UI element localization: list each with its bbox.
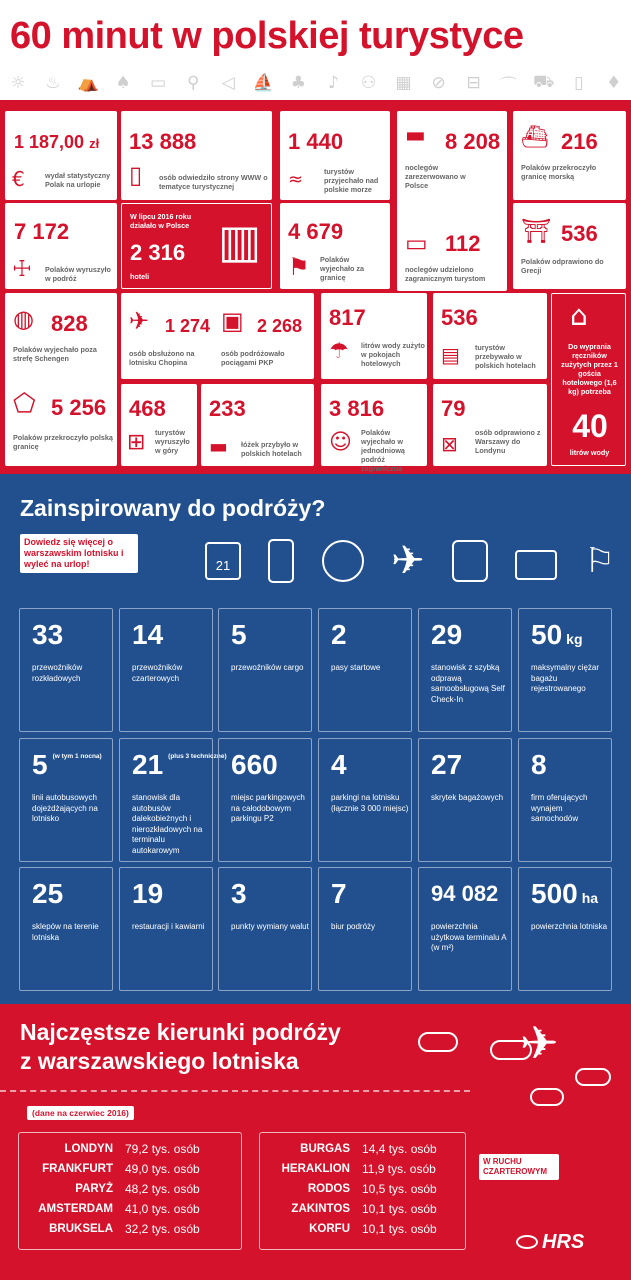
airport-stat-caption: firm oferujących wynajem samochodów bbox=[531, 793, 588, 823]
airport-stat-value bbox=[531, 619, 583, 655]
calendar-date: 21 bbox=[215, 557, 231, 573]
stat-note: (plus 3 techniczne) bbox=[168, 753, 227, 760]
stat-value: 8 208 bbox=[445, 129, 501, 154]
destination-row bbox=[260, 1219, 465, 1239]
person-icon: ☺ bbox=[329, 430, 352, 455]
stat-unit: zł bbox=[89, 136, 100, 151]
ice-cream-cart-icon: ⛟ bbox=[533, 72, 555, 92]
globe-icon: ◍ bbox=[13, 305, 34, 333]
airport-info-banner[interactable]: Dowiedz się więcej o warszawskim lotnisku i wyleć na urlop! bbox=[20, 534, 138, 573]
stat-value: 817 bbox=[329, 305, 366, 330]
destination-count: 41,0 tys. osób bbox=[125, 1202, 200, 1216]
airport-stat-value bbox=[32, 749, 102, 781]
regular-destinations-box bbox=[18, 1132, 242, 1250]
stat-tile-hotels bbox=[121, 203, 272, 289]
airport-stat-caption: powierzchnia lotniska bbox=[531, 922, 608, 931]
stat-caption: osób odwiedziło strony WWW o tematyce turystycznej bbox=[159, 173, 268, 191]
stat-caption: Polaków wyjechało w jednodniową podróż zagraniczną bbox=[361, 428, 405, 473]
stat-caption: noclegów udzielono zagranicznym turystom bbox=[405, 265, 486, 283]
stat-caption: hoteli bbox=[130, 272, 150, 281]
shower-icon: ☂ bbox=[329, 339, 349, 364]
double-bed-icon: ▬ bbox=[209, 434, 228, 458]
stat-number: 5 bbox=[32, 749, 48, 780]
destinations-section bbox=[0, 1004, 631, 1280]
section-heading: Zainspirowany do podróży? bbox=[20, 495, 326, 521]
stat-caption: wydał statystyczny Polak na urlopie bbox=[45, 171, 111, 189]
stat-caption: Polaków przekroczyło polską granicę bbox=[13, 433, 113, 451]
plane-icon: ✈ bbox=[129, 307, 150, 335]
airplane-icon: ✈ bbox=[390, 538, 425, 584]
stat-tile-towels bbox=[551, 293, 626, 466]
stat-value: 828 bbox=[51, 311, 88, 336]
palm-island-icon: ♣ bbox=[290, 73, 306, 93]
stat-number: 3 bbox=[231, 878, 247, 909]
smartphone-icon: ▯ bbox=[129, 161, 143, 189]
stat-value: 4 679 bbox=[288, 219, 344, 244]
stat-tile-seaside bbox=[280, 111, 390, 200]
airport-stat-value bbox=[331, 619, 347, 651]
destination-row bbox=[19, 1199, 241, 1219]
airport-stat-caption: punkty wymiany walut bbox=[231, 922, 309, 931]
flight-path-line bbox=[0, 1090, 470, 1092]
stat-caption: turystów przyjechało nad polskie morze bbox=[324, 167, 379, 194]
stat-value: 1 187,00 bbox=[14, 132, 85, 152]
stat-number: 7 bbox=[331, 878, 347, 909]
stat-caption: Polaków wyjechało poza strefę Schengen bbox=[13, 345, 97, 363]
destinations-heading bbox=[20, 1018, 341, 1076]
poland-map-icon: ⬠ bbox=[13, 389, 36, 419]
stat-value: 216 bbox=[561, 129, 598, 154]
stat-number: 500 bbox=[531, 878, 578, 909]
airport-stat-value bbox=[531, 878, 598, 914]
stat-note: (w tym 1 nocna) bbox=[52, 753, 102, 760]
stat-number: 19 bbox=[132, 878, 164, 909]
airport-stat-caption: stanowisk dla autobusów dalekobieżnych i nierozkładowych na terminalu autokarowym bbox=[132, 793, 203, 855]
stat-tile-abroad bbox=[280, 203, 390, 289]
page-title: 60 minut w polskiej turystyce bbox=[10, 15, 524, 57]
destination-count: 10,1 tys. osób bbox=[362, 1222, 437, 1236]
stat-value: 2 268 bbox=[257, 316, 303, 336]
stat-number: 50 bbox=[531, 619, 563, 650]
sailboat-icon: ⛵ bbox=[252, 73, 274, 93]
stat-number: 33 bbox=[32, 619, 64, 650]
airport-stat-value bbox=[431, 749, 462, 781]
stat-value: 2 316 bbox=[130, 240, 186, 265]
airport-stat-caption: parkingi na lotnisku (łącznie 3 000 miejsc) bbox=[331, 793, 409, 813]
regular-destinations-list bbox=[19, 1139, 241, 1239]
destination-count: 14,4 tys. osób bbox=[362, 1142, 437, 1156]
calendar-icon bbox=[205, 542, 241, 580]
hrs-logo-mark-icon bbox=[516, 1235, 538, 1249]
passenger-icon: ⚑ bbox=[288, 253, 310, 281]
stat-value: 1 274 bbox=[165, 316, 211, 336]
airport-stat-value bbox=[132, 878, 163, 910]
stat-caption: Polaków wyruszyło w podróż bbox=[45, 265, 111, 283]
uk-flag-icon: ⊠ bbox=[441, 432, 458, 456]
cable-car-icon: ⊟ bbox=[466, 73, 481, 93]
destination-city: AMSTERDAM bbox=[38, 1203, 113, 1215]
stat-unit: ha bbox=[581, 890, 599, 906]
stat-number: 94 082 bbox=[431, 881, 499, 906]
bicycle-icon: ⚲ bbox=[187, 73, 200, 93]
destination-city: FRANKFURT bbox=[42, 1163, 113, 1175]
destination-city: BURGAS bbox=[300, 1143, 350, 1155]
stat-tile-web-visits bbox=[121, 111, 272, 200]
stat-caption: osób podróżowało pociągami PKP bbox=[221, 349, 285, 367]
charter-label: W RUCHU CZARTEROWYM bbox=[479, 1154, 559, 1180]
airport-stat-caption: miejsc parkingowych na całodobowym parkingu P2 bbox=[231, 793, 305, 823]
charter-destinations-box bbox=[259, 1132, 466, 1250]
cloud-icon bbox=[418, 1032, 458, 1052]
cloud-icon bbox=[575, 1068, 611, 1086]
airport-stat-tile bbox=[318, 608, 412, 732]
charter-destinations-list bbox=[260, 1139, 465, 1239]
stat-tile-day-trips bbox=[321, 384, 427, 473]
heading-line-1: Najczęstsze kierunki podróży bbox=[20, 1019, 341, 1045]
ice-cream-icon: ♦ bbox=[606, 73, 622, 93]
stat-caption: Polaków odprawiono do Grecji bbox=[521, 257, 604, 275]
destination-count: 49,0 tys. osób bbox=[125, 1162, 200, 1176]
stat-value: 5 256 bbox=[51, 395, 107, 420]
destination-row bbox=[260, 1199, 465, 1219]
sun-icon: ☼ bbox=[10, 73, 26, 93]
stat-tile-spending bbox=[5, 111, 117, 200]
stat-caption: łóżek przybyło w polskich hotelach bbox=[241, 440, 302, 458]
hrs-logo-text: HRS bbox=[542, 1231, 585, 1253]
stat-tile-greece bbox=[513, 203, 626, 289]
stat-value: 79 bbox=[441, 396, 466, 421]
airport-stat-tile bbox=[19, 608, 113, 732]
campfire-icon: ♠ bbox=[115, 73, 131, 93]
hotel-bed-icon: ▭ bbox=[405, 229, 428, 257]
destination-row bbox=[19, 1219, 241, 1239]
stat-number: 25 bbox=[32, 878, 64, 909]
stat-number: 21 bbox=[132, 749, 164, 780]
stat-pre-text: Do wyprania ręczników zużytych przez 1 gościa hotelowego (1,6 kg) potrzeba bbox=[561, 342, 618, 396]
stat-tile-beds bbox=[201, 384, 314, 466]
traveler-icon: ☩ bbox=[12, 257, 32, 282]
stat-tile-travelers bbox=[5, 203, 117, 289]
destination-count: 79,2 tys. osób bbox=[125, 1142, 200, 1156]
airport-stat-value bbox=[132, 619, 163, 651]
stat-tile-mountains bbox=[121, 384, 197, 466]
swimmer-icon: ≈ bbox=[288, 169, 304, 190]
airport-stat-caption: stanowisk z szybką odprawą samoobsługową Self Check-In bbox=[431, 663, 505, 704]
airport-stat-caption: skrytek bagażowych bbox=[431, 793, 504, 802]
stat-number: 2 bbox=[331, 619, 347, 650]
stat-tile-airport-train bbox=[121, 293, 314, 379]
hotel-sign-icon: ▤ bbox=[441, 343, 460, 367]
stat-caption: osób obsłużono na lotnisku Chopina bbox=[129, 349, 195, 367]
airport-stat-tile bbox=[119, 608, 213, 732]
destination-count: 10,1 tys. osób bbox=[362, 1202, 437, 1216]
compass-icon: ⊘ bbox=[431, 73, 446, 93]
stat-value: 1 440 bbox=[288, 129, 344, 154]
airport-stat-caption: pasy startowe bbox=[331, 663, 381, 672]
stat-caption: Polaków wyjechało za granicę bbox=[320, 255, 364, 282]
airport-stat-caption: powierzchnia użytkowa terminalu A (w m²) bbox=[431, 922, 507, 952]
guitar-icon: ♪ bbox=[327, 73, 339, 93]
train-icon: ▣ bbox=[221, 307, 244, 335]
flip-flops-icon: ⚇ bbox=[360, 73, 377, 93]
airport-stat-caption: sklepów na terenie lotniska bbox=[32, 922, 99, 942]
airport-stat-value bbox=[331, 878, 347, 910]
airport-stat-tile bbox=[318, 867, 412, 991]
stat-value: 536 bbox=[441, 305, 478, 330]
travel-icons-row bbox=[205, 536, 615, 586]
bed-icon: ▬ bbox=[405, 123, 426, 148]
stat-tile-schengen-and-border bbox=[5, 293, 117, 466]
airport-stat-caption: przewoźników czarterowych bbox=[132, 663, 183, 683]
destination-count: 32,2 tys. osób bbox=[125, 1222, 200, 1236]
destination-city: PARYŻ bbox=[75, 1183, 113, 1195]
backpack-icon: ⊞ bbox=[127, 430, 146, 455]
airport-stat-tile bbox=[218, 608, 312, 732]
stat-tile-sea-border bbox=[513, 111, 626, 200]
airport-stat-value bbox=[331, 749, 347, 781]
cloud-icon bbox=[530, 1088, 564, 1106]
stat-value: 7 172 bbox=[14, 219, 70, 244]
stat-number: 27 bbox=[431, 749, 463, 780]
heading-line-2: z warszawskiego lotniska bbox=[20, 1048, 299, 1074]
airport-stat-tile bbox=[518, 738, 612, 862]
destination-city: LONDYN bbox=[64, 1143, 113, 1155]
stat-caption: Polaków przekroczyło granicę morską bbox=[521, 163, 597, 181]
airport-stat-value bbox=[32, 878, 63, 910]
stat-pre-text: W lipcu 2016 roku działało w Polsce bbox=[130, 212, 192, 230]
stat-number: 4 bbox=[331, 749, 347, 780]
stat-tile-bookings bbox=[397, 111, 507, 291]
airport-stat-tile bbox=[318, 738, 412, 862]
coins-icon: € bbox=[12, 167, 25, 191]
destination-city: HERAKLION bbox=[281, 1163, 350, 1175]
map-icon: ▦ bbox=[395, 73, 412, 93]
airport-stat-tile bbox=[518, 608, 612, 732]
destination-city: BRUKSELA bbox=[49, 1223, 113, 1235]
airport-stat-tile bbox=[418, 867, 512, 991]
airport-stat-caption: biur podróży bbox=[331, 922, 376, 931]
airport-stat-tile bbox=[19, 738, 113, 862]
airport-stat-tile bbox=[19, 867, 113, 991]
stat-tile-london bbox=[433, 384, 547, 466]
destination-row bbox=[260, 1159, 465, 1179]
greek-column-icon: ⛩ bbox=[521, 217, 552, 245]
tent-icon: ⛺ bbox=[77, 73, 99, 93]
airport-stat-tile bbox=[418, 738, 512, 862]
stat-number: 660 bbox=[231, 749, 278, 780]
airport-stat-tile bbox=[119, 867, 213, 991]
stat-tile-hotel-guests bbox=[433, 293, 547, 379]
airport-stat-tile bbox=[218, 738, 312, 862]
suitcase-icon bbox=[268, 539, 294, 583]
fish-icon: ◁ bbox=[221, 73, 235, 93]
drinks-icon: ▯ bbox=[574, 73, 584, 93]
airport-section bbox=[0, 474, 631, 1004]
stat-caption: osób odprawiono z Warszawy do Londynu bbox=[475, 428, 541, 455]
header-icon-row bbox=[6, 70, 626, 96]
stat-caption: turystów przebywało w polskich hotelach bbox=[475, 343, 536, 370]
stat-unit: kg bbox=[566, 631, 583, 647]
destination-count: 11,9 tys. osób bbox=[362, 1162, 436, 1176]
stat-value: 40 bbox=[572, 408, 608, 444]
caravan-icon: ▭ bbox=[150, 73, 167, 93]
hill-icon: ⌒ bbox=[500, 75, 518, 96]
airport-stat-caption: przewoźników cargo bbox=[231, 663, 304, 672]
airport-stat-caption: przewoźników rozkładowych bbox=[32, 663, 83, 683]
hanger-icon: ⌂ bbox=[570, 299, 588, 332]
clock-icon bbox=[322, 540, 364, 582]
airport-stat-value bbox=[531, 749, 547, 781]
airport-stat-tile bbox=[119, 738, 227, 862]
stat-caption: litrów wody bbox=[569, 448, 610, 457]
airport-stat-value bbox=[431, 619, 462, 651]
stat-caption: litrów wody zużyto w pokojach hotelowych bbox=[361, 341, 425, 368]
bus-icon bbox=[452, 540, 488, 582]
briefcase-icon bbox=[515, 550, 557, 580]
airport-stat-tile bbox=[418, 608, 512, 732]
destination-row bbox=[260, 1139, 465, 1159]
stat-value: 468 bbox=[129, 396, 166, 421]
destination-row bbox=[19, 1139, 241, 1159]
airport-stat-caption: linii autobusowych dojeżdżających na lotnisko bbox=[32, 793, 98, 823]
stat-value: 112 bbox=[445, 231, 481, 256]
airport-stat-caption: maksymalny ciężar bagażu rejestrowanego bbox=[531, 663, 600, 693]
airport-stat-value bbox=[32, 619, 63, 651]
stat-value: 536 bbox=[561, 221, 598, 246]
airport-stat-value bbox=[431, 878, 498, 910]
stat-number: 5 bbox=[231, 619, 247, 650]
grill-icon: ♨ bbox=[45, 73, 61, 93]
stat-number: 29 bbox=[431, 619, 463, 650]
stat-tile-water bbox=[321, 293, 427, 379]
airport-stat-value bbox=[231, 749, 278, 781]
destination-row bbox=[19, 1179, 241, 1199]
signpost-icon: ⚐ bbox=[584, 541, 615, 581]
destination-count: 48,2 tys. osób bbox=[125, 1182, 200, 1196]
airport-stat-value bbox=[132, 749, 227, 781]
airport-stat-caption: restauracji i kawiarni bbox=[132, 922, 205, 931]
stats-section bbox=[0, 100, 631, 474]
date-note: (dane na czerwiec 2016) bbox=[27, 1106, 134, 1120]
stat-value: 13 888 bbox=[129, 129, 197, 154]
destination-city: ZAKINTOS bbox=[291, 1203, 350, 1215]
airport-stat-tile bbox=[518, 867, 612, 991]
destination-city: KORFU bbox=[309, 1223, 350, 1235]
destination-count: 10,5 tys. osób bbox=[362, 1182, 437, 1196]
stat-number: 14 bbox=[132, 619, 164, 650]
stat-number: 8 bbox=[531, 749, 547, 780]
airport-stat-tile bbox=[218, 867, 312, 991]
hotel-building-icon: ▥ bbox=[218, 214, 262, 268]
airport-stat-value bbox=[231, 878, 247, 910]
destination-city: RODOS bbox=[307, 1183, 350, 1195]
airport-stat-value bbox=[231, 619, 247, 651]
hrs-logo bbox=[516, 1232, 584, 1252]
ship-icon: ⛴ bbox=[521, 125, 549, 150]
stat-caption: noclegów zarezerwowano w Polsce bbox=[405, 163, 466, 190]
airplane-icon: ✈ bbox=[520, 1016, 559, 1070]
stat-value: 233 bbox=[209, 396, 246, 421]
stat-value: 3 816 bbox=[329, 396, 385, 421]
stat-caption: turystów wyruszyło w góry bbox=[155, 428, 190, 455]
destination-row bbox=[19, 1159, 241, 1179]
destination-row bbox=[260, 1179, 465, 1199]
